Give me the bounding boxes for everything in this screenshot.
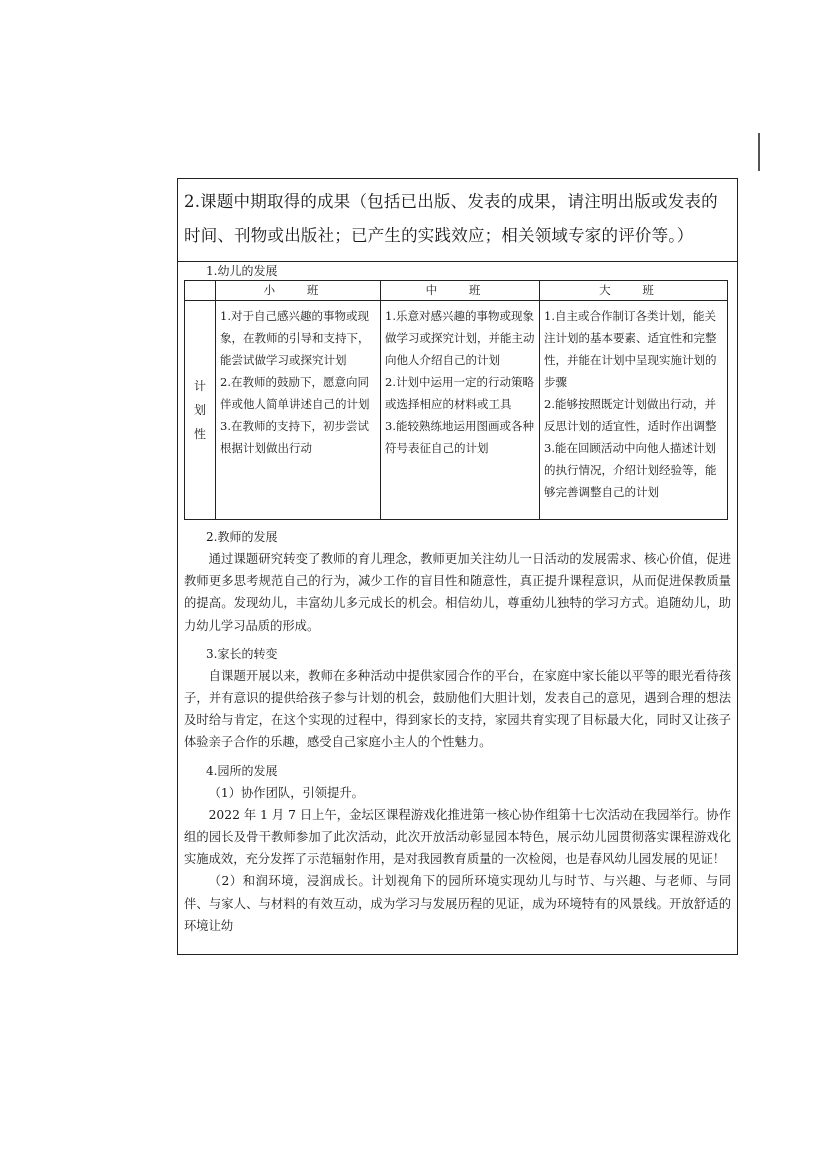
teacher-development-title: 2.教师的发展 <box>206 530 278 544</box>
item1-text: 2022 年 1 月 7 日上午，金坛区课程游戏化推进第一核心协作组第十七次活动在我园举行。协作组的园长及骨干教师参加了此次活动，此次开放活动彰显园本特色，展示幼儿园贯彻落实课程游戏化实施成效，充分发挥了示范辐射作用，是对我园教育质量的一次检阅，也是春风幼儿园发展的见证！ <box>184 807 731 867</box>
cell-middle-class: 1.乐意对感兴趣的事物或现象做学习或探究计划，并能主动向他人介绍自己的计划 2.计划中运用一定的行动策略或选择相应的材料或工具 3.能较熟练地运用图画或各种符号表征自己的计划 <box>381 301 540 520</box>
col-header-large: 大 班 <box>540 281 728 301</box>
teacher-development-text: 通过课题研究转变了教师的育儿理念，教师更加关注幼儿一日活动的发展需求、核心价值，促进教师更多思考规范自己的行为，减少工作的盲目性和随意性，真正提升课程意识，从而促进保教质量的提高。发现幼儿，丰富幼儿多元成长的机会。相信幼儿，尊重幼儿独特的学习方式。追随幼儿，助力幼儿学习品质的形成。 <box>184 552 731 633</box>
cell-large-class: 1.自主或合作制订各类计划，能关注计划的基本要素、适宜性和完整性，并能在计划中呈现实施计划的步骤 2.能够按照既定计划做出行动，并反思计划的适宜性，适时作出调整 3.能在回顾活动中向他人描述计划的执行情况，介绍计划经验等，能够完善调整自己的计划 <box>540 301 728 520</box>
report-frame <box>177 178 738 955</box>
item1-title: （1）协作团队，引领提升。 <box>208 785 364 800</box>
cell-small-class: 1.对于自己感兴趣的事物或现象，在教师的引导和支持下，能尝试做学习或探究计划 2.在教师的鼓励下，愿意向同伴或他人简单讲述自己的计划 3.在教师的支持下，初步尝试根据计划做出行动 <box>216 301 381 520</box>
row-label-planning: 计 划 性 <box>185 301 216 520</box>
table-header-row <box>185 281 728 301</box>
kindergarten-development-title: 4.园所的发展 <box>206 763 278 778</box>
col-header-small: 小 班 <box>216 281 381 301</box>
section-heading: 2.课题中期取得的成果（包括已出版、发表的成果，请注明出版或发表的时间、刊物或出版社；已产生的实践效应；相关领域专家的评价等。） <box>178 179 737 262</box>
parent-change-text: 自课题开展以来，教师在多种活动中提供家园合作的平台，在家庭中家长能以平等的眼光看待孩子，并有意识的提供给孩子参与计划的机会，鼓励他们大胆计划，发表自己的意见，遇到合理的想法及时给与肯定，在这个实现的过程中，得到家长的支持，家园共育实现了目标最大化，同时又让孩子体验亲子合作的乐趣，感受自己家庭小主人的个性魅力。 <box>184 668 731 750</box>
child-development-title: 1.幼儿的发展 <box>206 264 278 278</box>
col-header-middle: 中 班 <box>381 281 540 301</box>
scan-edge-mark <box>758 133 760 171</box>
parent-change-title: 3.家长的转变 <box>206 646 278 661</box>
item2-text: （2）和润环境，浸润成长。计划视角下的园所环境实现幼儿与时节、与兴趣、与老师、与同伴、与家人、与材料的有效互动，成为学习与发展历程的见证，成为环境特有的风景线。开放舒适的环境让幼 <box>184 874 731 933</box>
planning-table <box>184 280 728 520</box>
table-corner <box>185 281 216 301</box>
table-row <box>185 301 728 520</box>
